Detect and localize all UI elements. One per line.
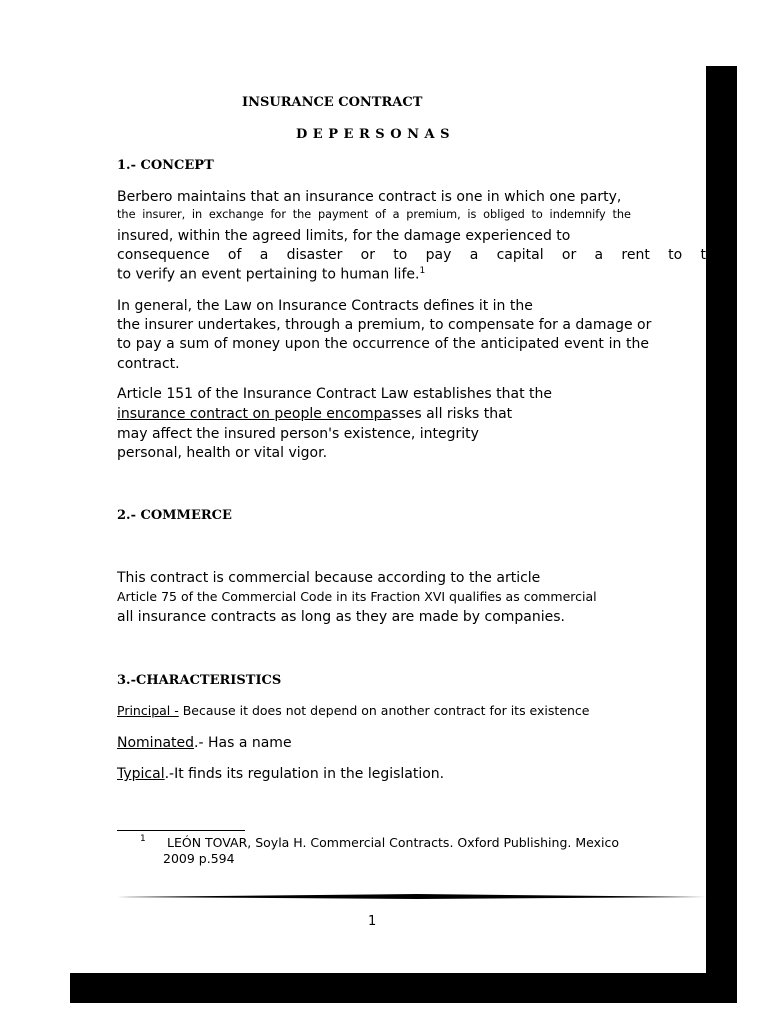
concept-p3-line4: personal, health or vital vigor. xyxy=(117,445,328,461)
characteristic-term: Nominated xyxy=(117,735,195,751)
concept-p1-line1: Berbero maintains that an insurance contract is one in which one party, xyxy=(117,189,622,205)
footer-rule xyxy=(117,894,706,899)
commerce-line1: This contract is commercial because according to the article xyxy=(117,570,541,586)
concept-p2-line3: to pay a sum of money upon the occurrence of the anticipated event in the xyxy=(117,336,649,352)
footnote-ref: 1 xyxy=(419,266,426,276)
concept-p1-line4: consequence of a disaster or to pay a capital or a rent to t xyxy=(117,247,706,263)
document-title: INSURANCE CONTRACT xyxy=(242,95,423,110)
concept-p1-line5 xyxy=(117,266,425,283)
commerce-line2: Article 75 of the Commercial Code in its Fraction XVI qualifies as commercial xyxy=(117,589,597,604)
page-shadow-right xyxy=(706,66,737,1002)
page-shadow-bottom xyxy=(70,973,737,1003)
document-subtitle: D E P E R S O N A S xyxy=(296,127,450,142)
footnote-text-line1: LEÓN TOVAR, Soyla H. Commercial Contracts. Oxford Publishing. Mexico xyxy=(167,835,619,850)
characteristic-desc: .-It finds its regulation in the legislation. xyxy=(164,766,445,782)
concept-p1-line5-text: to verify an event pertaining to human life. xyxy=(117,266,420,283)
characteristic-typical xyxy=(117,766,444,782)
concept-p1-line2: the insurer, in exchange for the payment of a premium, is obliged to indemnify the xyxy=(117,208,631,221)
concept-p3-underlined: insurance contract on people encompa xyxy=(117,406,392,422)
concept-p3-line1: Article 151 of the Insurance Contract Law establishes that the xyxy=(117,386,553,402)
concept-p2-line4: contract. xyxy=(117,356,180,372)
concept-p3-line2 xyxy=(117,406,512,422)
concept-p1-line3: insured, within the agreed limits, for the damage experienced to xyxy=(117,228,571,244)
characteristic-term: Principal - xyxy=(117,703,179,718)
commerce-line3: all insurance contracts as long as they are made by companies. xyxy=(117,609,565,625)
footnote-number: 1 xyxy=(140,834,146,844)
characteristic-nominated xyxy=(117,735,292,751)
characteristic-desc: Because it does not depend on another contract for its existence xyxy=(178,703,590,718)
concept-p2-line2: the insurer undertakes, through a premium, to compensate for a damage or xyxy=(117,317,652,333)
footnote-text-line2: 2009 p.594 xyxy=(163,851,235,866)
characteristic-desc: .- Has a name xyxy=(194,735,292,751)
concept-p3-line3: may affect the insured person's existence, integrity xyxy=(117,426,479,442)
section-heading-concept: 1.- CONCEPT xyxy=(117,158,214,173)
section-heading-characteristics: 3.-CHARACTERISTICS xyxy=(117,673,282,688)
page-number: 1 xyxy=(368,914,377,929)
section-heading-commerce: 2.- COMMERCE xyxy=(117,508,232,523)
footnote-separator xyxy=(117,830,245,831)
concept-p3-line2-rest: sses all risks that xyxy=(391,406,513,422)
characteristic-term: Typical xyxy=(117,766,165,782)
characteristic-principal xyxy=(117,703,590,718)
concept-p2-line1: In general, the Law on Insurance Contracts defines it in the xyxy=(117,298,533,314)
